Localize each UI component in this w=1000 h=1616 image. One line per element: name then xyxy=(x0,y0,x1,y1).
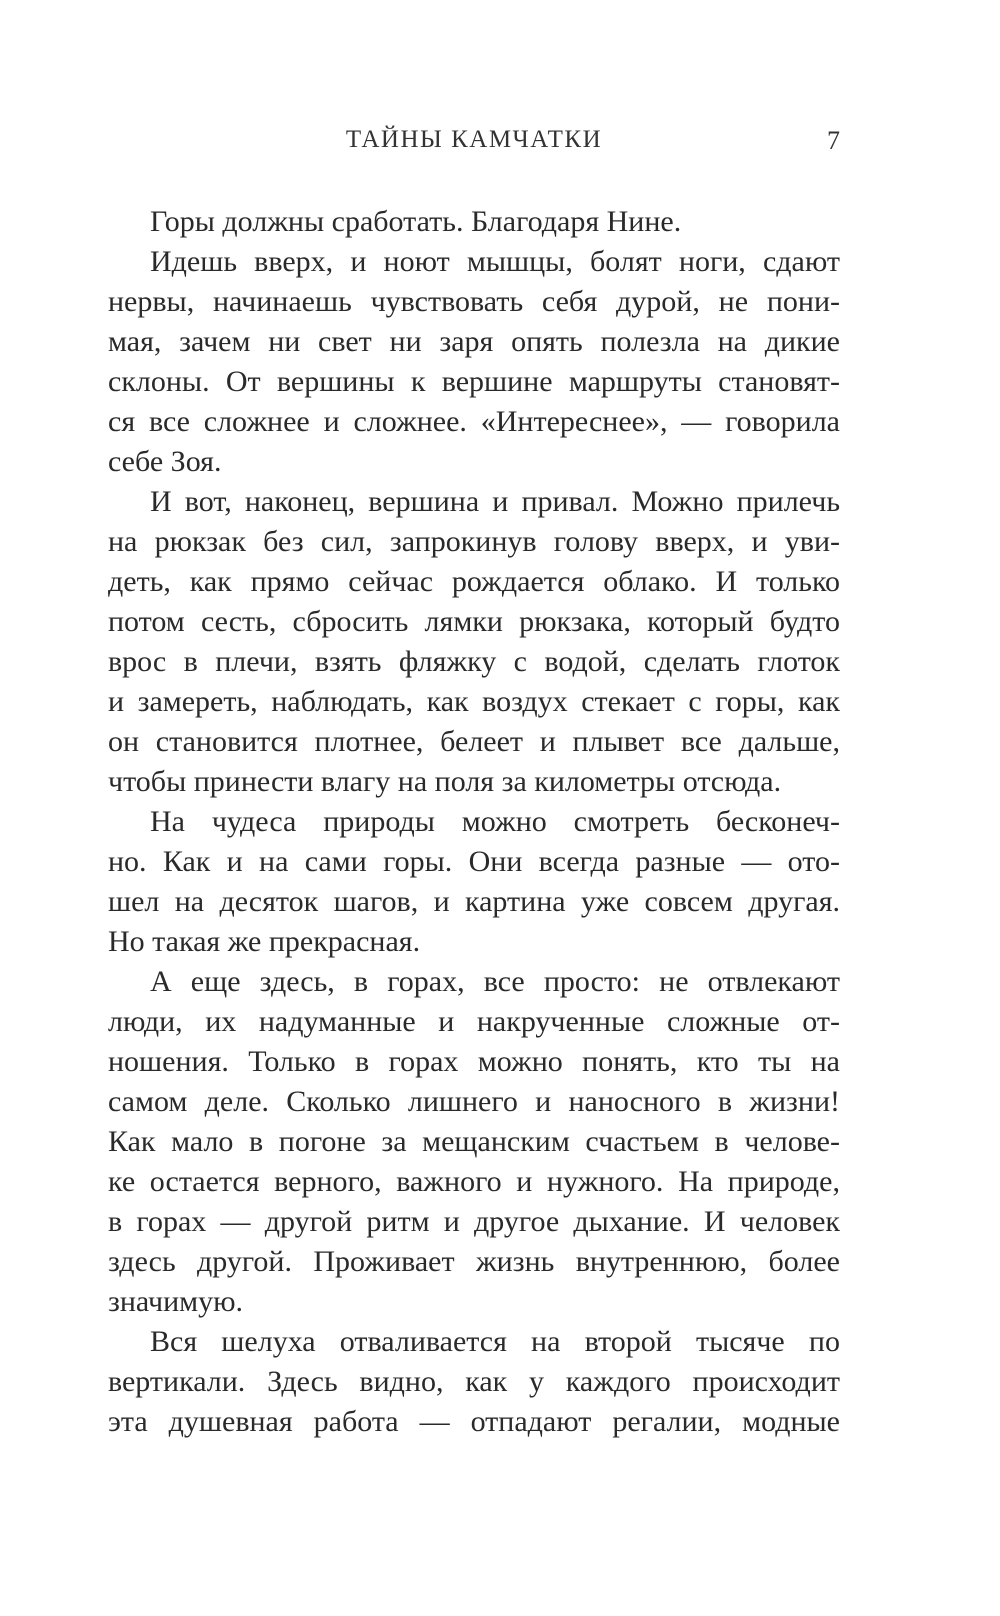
paragraph xyxy=(108,482,840,802)
text-line: чтобы принести влагу на поля за километры отсюда. xyxy=(108,765,782,798)
text-line: значимую. xyxy=(108,1285,244,1318)
text-line: люди, их надуманные и накрученные сложные от- xyxy=(108,1005,840,1038)
paragraph xyxy=(108,202,840,242)
text-line: А еще здесь, в горах, все просто: не отвлекают xyxy=(150,965,840,998)
text-line: На чудеса природы можно смотреть бесконеч- xyxy=(150,805,840,838)
text-line: склоны. От вершины к вершине маршруты становят- xyxy=(108,365,840,398)
paragraph xyxy=(108,1322,840,1442)
text-line: ношения. Только в горах можно понять, кто ты на xyxy=(108,1045,840,1078)
text-line: ся все сложнее и сложнее. «Интереснее», — говорила xyxy=(108,405,840,438)
text-line: и замереть, наблюдать, как воздух стекает с горы, как xyxy=(108,685,840,718)
text-line: на рюкзак без сил, запрокинув голову вверх, и уви- xyxy=(108,525,840,558)
text-line: Горы должны сработать. Благодаря Нине. xyxy=(150,205,682,238)
text-line: себе Зоя. xyxy=(108,445,222,478)
text-line: но. Как и на сами горы. Они всегда разные — ото- xyxy=(108,845,840,878)
text-line: шел на десяток шагов, и картина уже совсем другая. xyxy=(108,885,840,918)
text-line: самом деле. Сколько лишнего и наносного в жизни! xyxy=(108,1085,840,1118)
text-line: потом сесть, сбросить лямки рюкзака, который будто xyxy=(108,605,840,638)
running-title: ТАЙНЫ КАМЧАТКИ xyxy=(345,126,603,153)
text-line: Вся шелуха отваливается на второй тысяче по xyxy=(150,1325,840,1358)
text-line: мая, зачем ни свет ни заря опять полезла на дикие xyxy=(108,325,840,358)
text-line: он становится плотнее, белеет и плывет все дальше, xyxy=(108,725,840,758)
text-line: Идешь вверх, и ноют мышцы, болят ноги, сдают xyxy=(150,245,840,278)
text-line: ке остается верного, важного и нужного. На природе, xyxy=(108,1165,840,1198)
text-line: здесь другой. Проживает жизнь внутреннюю, более xyxy=(108,1245,840,1278)
text-line: в горах — другой ритм и другое дыхание. И человек xyxy=(108,1205,840,1238)
text-line: Как мало в погоне за мещанским счастьем в челове- xyxy=(108,1125,840,1158)
running-head xyxy=(108,126,840,166)
text-line: Но такая же прекрасная. xyxy=(108,925,421,958)
text-line: врос в плечи, взять фляжку с водой, сделать глоток xyxy=(108,645,840,678)
text-line: эта душевная работа — отпадают регалии, модные xyxy=(108,1405,840,1438)
page-number: 7 xyxy=(827,126,840,155)
paragraph xyxy=(108,802,840,962)
text-line: нервы, начинаешь чувствовать себя дурой, не пони- xyxy=(108,285,840,318)
text-line: вертикали. Здесь видно, как у каждого происходит xyxy=(108,1365,840,1398)
text-line: деть, как прямо сейчас рождается облако. И только xyxy=(108,565,840,598)
paragraph xyxy=(108,962,840,1322)
text-line: И вот, наконец, вершина и привал. Можно прилечь xyxy=(150,485,840,518)
body-text xyxy=(108,202,840,1442)
paragraph xyxy=(108,242,840,482)
